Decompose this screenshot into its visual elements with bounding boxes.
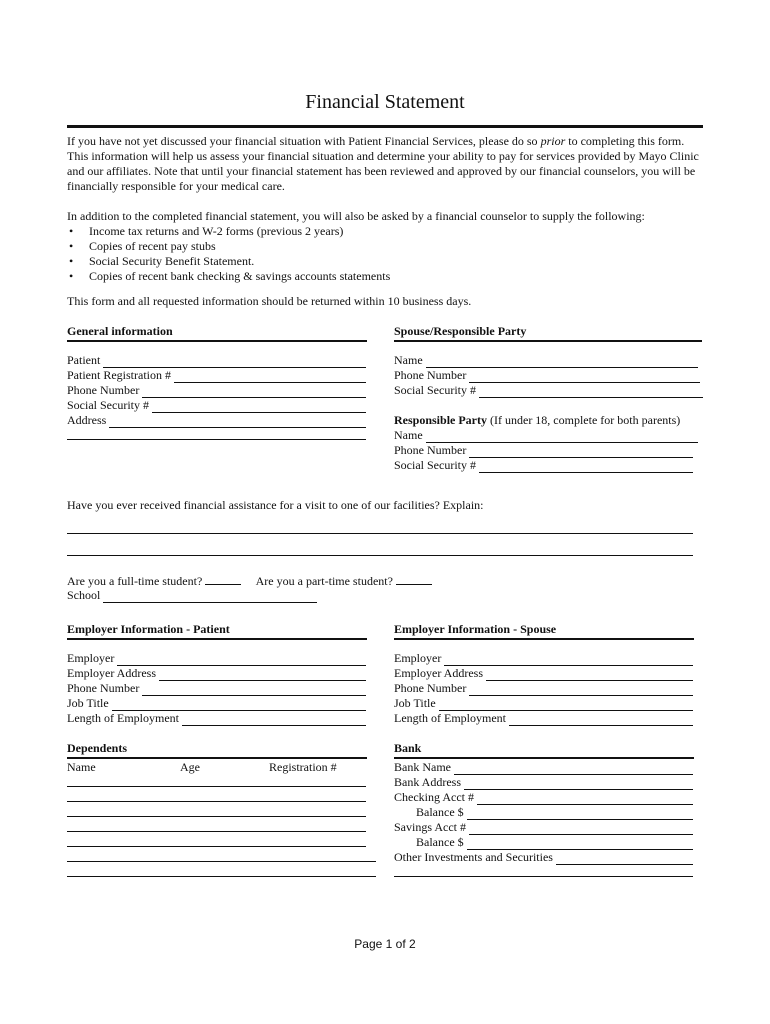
- supply-paragraph: In addition to the completed financial statement, you will also be asked by a financial counselor to supply the following: • Income tax returns and W-2 forms (previous 2 years) • Copies of recent pay stubs • Social Security Benefit Statement. • Copies of recent bank checking & savings accounts statements: [67, 209, 703, 284]
- dependent-row-line[interactable]: [67, 801, 366, 802]
- spouse-phone-field[interactable]: Phone Number: [394, 368, 700, 383]
- other-investments-line-2[interactable]: [394, 876, 693, 877]
- patient-field[interactable]: Patient: [67, 353, 366, 368]
- spouse-job-title-field[interactable]: Job Title: [394, 696, 693, 711]
- spouse-heading: Spouse/Responsible Party: [394, 324, 527, 338]
- responsible-party-heading: Responsible Party (If under 18, complete for both parents): [394, 413, 681, 427]
- part-time-answer[interactable]: [396, 573, 432, 585]
- return-notice: This form and all requested information should be returned within 10 business days.: [67, 294, 472, 308]
- full-time-answer[interactable]: [205, 573, 241, 585]
- section-rule: [67, 340, 367, 342]
- section-rule: [67, 638, 367, 640]
- spouse-employer-field[interactable]: Employer: [394, 651, 693, 666]
- patient-address-field[interactable]: Address: [67, 413, 366, 428]
- list-item: • Copies of recent bank checking & savings accounts statements: [67, 269, 703, 284]
- savings-acct-field[interactable]: Savings Acct #: [394, 820, 693, 835]
- patient-phone-field[interactable]: Phone Number: [67, 383, 366, 398]
- required-documents-list: [67, 224, 703, 284]
- assistance-answer-line-2[interactable]: [67, 555, 693, 556]
- address-line-2[interactable]: [67, 439, 366, 440]
- employer-address-field[interactable]: Employer Address: [67, 666, 366, 681]
- spouse-employer-address-field[interactable]: Employer Address: [394, 666, 693, 681]
- employer-patient-heading: Employer Information - Patient: [67, 622, 230, 636]
- patient-ssn-field[interactable]: Social Security #: [67, 398, 366, 413]
- dependent-row-line[interactable]: [67, 816, 366, 817]
- section-rule: [394, 340, 702, 342]
- responsible-name-field[interactable]: Name: [394, 428, 698, 443]
- part-time-label: Are you a part-time student?: [255, 574, 393, 588]
- bank-name-field[interactable]: Bank Name: [394, 760, 693, 775]
- savings-balance-field[interactable]: Balance $: [416, 835, 693, 850]
- employer-field[interactable]: Employer: [67, 651, 366, 666]
- page-title: Financial Statement: [305, 91, 465, 113]
- list-item: • Copies of recent pay stubs: [67, 239, 703, 254]
- checking-balance-field[interactable]: Balance $: [416, 805, 693, 820]
- assistance-answer-line-1[interactable]: [67, 533, 693, 534]
- responsible-ssn-field[interactable]: Social Security #: [394, 458, 693, 473]
- bank-heading: Bank: [394, 741, 422, 755]
- intro-paragraph: If you have not yet discussed your financial situation with Patient Financial Services, please do so prior to completing this form. This information will help us assess your financial situation and determine your ability to pay for services provided by Mayo Clinic and our affiliates. Note that until your financial statement has been reviewed and approved by our financial counselors, you will be financially responsible for your medical care.: [67, 134, 699, 193]
- dependent-row-line[interactable]: [67, 876, 376, 877]
- section-rule: [394, 638, 694, 640]
- dependents-heading: Dependents: [67, 741, 128, 755]
- spouse-employment-length-field[interactable]: Length of Employment: [394, 711, 693, 726]
- student-status-row: [67, 573, 432, 589]
- school-field[interactable]: School: [67, 588, 317, 603]
- dependent-row-line[interactable]: [67, 786, 366, 787]
- list-item: • Social Security Benefit Statement.: [67, 254, 703, 269]
- dependent-row-line[interactable]: [67, 831, 366, 832]
- employment-length-field[interactable]: Length of Employment: [67, 711, 366, 726]
- section-rule: [67, 757, 367, 759]
- spouse-name-field[interactable]: Name: [394, 353, 698, 368]
- list-item: • Income tax returns and W-2 forms (previous 2 years): [67, 224, 703, 239]
- patient-registration-field[interactable]: Patient Registration #: [67, 368, 366, 383]
- title-rule: [67, 125, 703, 128]
- section-rule: [394, 757, 694, 759]
- dependent-row-line[interactable]: [67, 861, 376, 862]
- employer-phone-field[interactable]: Phone Number: [67, 681, 366, 696]
- dependents-col-age: Age: [180, 760, 200, 774]
- full-time-label: Are you a full-time student?: [67, 574, 203, 588]
- job-title-field[interactable]: Job Title: [67, 696, 366, 711]
- bank-address-field[interactable]: Bank Address: [394, 775, 693, 790]
- general-info-heading: General information: [67, 324, 173, 338]
- dependents-col-registration: Registration #: [269, 760, 337, 774]
- responsible-phone-field[interactable]: Phone Number: [394, 443, 693, 458]
- assistance-question: Have you ever received financial assistance for a visit to one of our facilities? Explain:: [67, 498, 484, 512]
- spouse-employer-phone-field[interactable]: Phone Number: [394, 681, 693, 696]
- checking-acct-field[interactable]: Checking Acct #: [394, 790, 693, 805]
- dependent-row-line[interactable]: [67, 846, 366, 847]
- dependents-col-name: Name: [67, 760, 96, 774]
- other-investments-field[interactable]: Other Investments and Securities: [394, 850, 693, 865]
- employer-spouse-heading: Employer Information - Spouse: [394, 622, 557, 636]
- spouse-ssn-field[interactable]: Social Security #: [394, 383, 703, 398]
- page-number: Page 1 of 2: [354, 937, 416, 951]
